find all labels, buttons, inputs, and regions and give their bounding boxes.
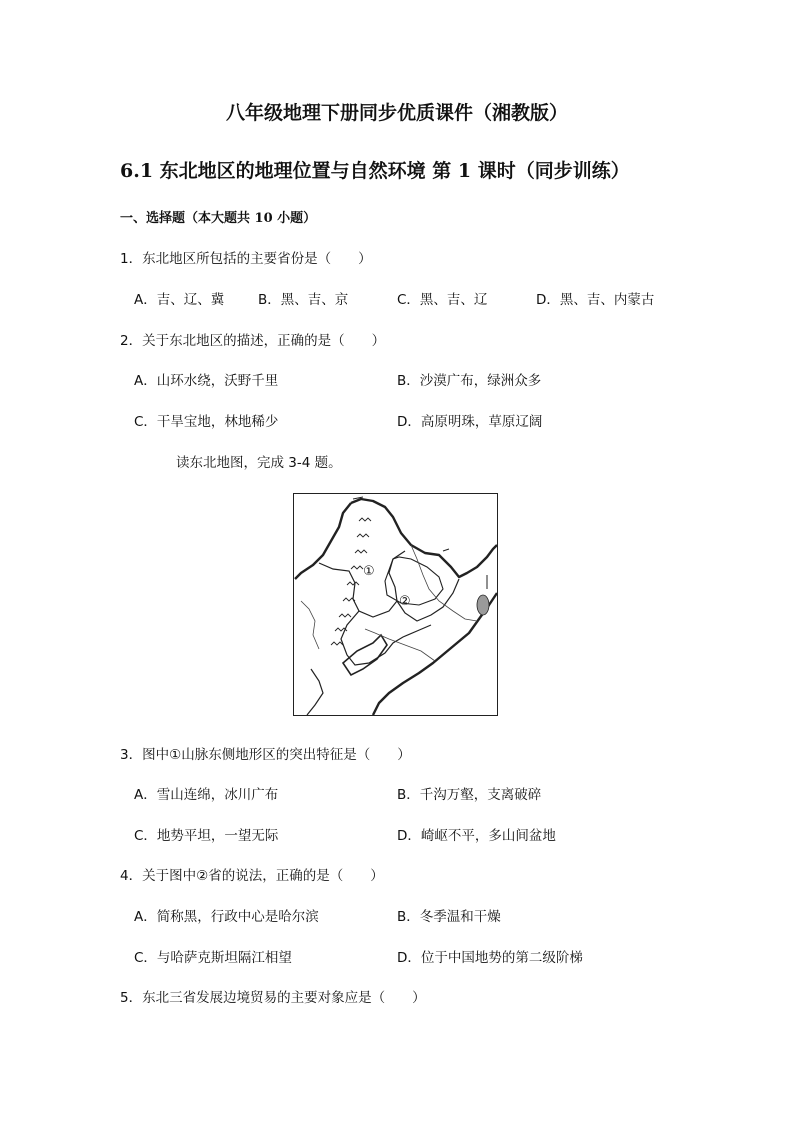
question-1-option-c: C．黑、吉、辽	[397, 292, 488, 308]
question-1-stem: 1．东北地区所包括的主要省份是（ ）	[120, 251, 372, 267]
question-3-option-b: B．千沟万壑，支离破碎	[397, 787, 542, 803]
northeast-map	[293, 493, 498, 716]
question-3-option-d: D．崎岖不平，多山间盆地	[397, 828, 556, 844]
question-2-option-b: B．沙漠广布，绿洲众多	[397, 373, 542, 389]
question-5-stem: 5．东北三省发展边境贸易的主要对象应是（ ）	[120, 990, 426, 1006]
section-heading: 一、选择题（本大题共 10 小题）	[120, 211, 317, 226]
question-3-option-c: C．地势平坦，一望无际	[134, 828, 279, 844]
question-2-option-c: C．干旱宝地，林地稀少	[134, 414, 279, 430]
lesson-title: 6.1 东北地区的地理位置与自然环境 第 1 课时（同步训练）	[120, 160, 630, 182]
question-4-option-b: B．冬季温和干燥	[397, 909, 501, 925]
northeast-map-graphic	[293, 493, 498, 716]
question-1-option-d: D．黑、吉、内蒙古	[536, 292, 655, 308]
lake	[477, 595, 489, 615]
question-4-option-c: C．与哈萨克斯坦隔江相望	[134, 950, 292, 966]
question-4-option-d: D．位于中国地势的第二级阶梯	[397, 950, 583, 966]
question-2-option-d: D．高原明珠，草原辽阔	[397, 414, 543, 430]
document-title: 八年级地理下册同步优质课件（湘教版）	[225, 102, 568, 124]
question-4-stem: 4．关于图中②省的说法，正确的是（ ）	[120, 868, 384, 884]
question-1-option-a: A．吉、辽、冀	[134, 292, 225, 308]
question-3-stem: 3．图中①山脉东侧地形区的突出特征是（ ）	[120, 747, 411, 763]
label-1: ①	[363, 564, 375, 579]
label-2: ②	[399, 594, 411, 609]
question-3-option-a: A．雪山连绵，冰川广布	[134, 787, 279, 803]
map-instruction: 读东北地图，完成 3-4 题。	[176, 455, 342, 471]
question-2-stem: 2．关于东北地区的描述，正确的是（ ）	[120, 333, 386, 349]
question-4-option-a: A．简称黑，行政中心是哈尔滨	[134, 909, 319, 925]
question-1-option-b: B．黑、吉、京	[258, 292, 349, 308]
question-2-option-a: A．山环水绕，沃野千里	[134, 373, 279, 389]
